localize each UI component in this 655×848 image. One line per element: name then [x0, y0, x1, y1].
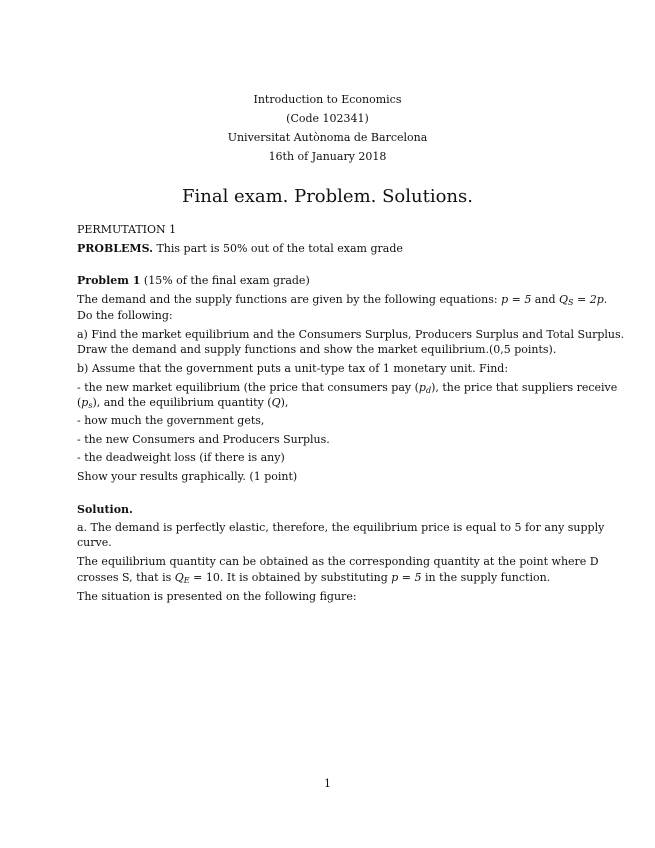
and-text: and [531, 293, 559, 306]
b3-text-b: ), and the equilibrium quantity ( [92, 396, 272, 409]
exam-date: 16th of January 2018 [268, 150, 387, 163]
b2-text-b: ), the price that suppliers receive [431, 381, 618, 394]
problems-text: This part is 50% out of the total exam grade [152, 242, 403, 255]
part-b-line1: b) Assume that the government puts a unit-type tax of 1 monetary unit. Find: [77, 362, 509, 375]
demand-equation: p = 5 [501, 293, 532, 306]
solution-line1: a. The demand is perfectly elastic, therefore, the equilibrium price is equal to 5 for any supply [77, 521, 605, 534]
problem1-weight: (15% of the final exam grade) [140, 274, 310, 287]
part-a-line1: a) Find the market equilibrium and the Consumers Surplus, Producers Surplus and Total Surplus. [77, 328, 625, 341]
period: . [603, 293, 608, 306]
qe-subscript: E [183, 576, 190, 585]
part-b-line7: Show your results graphically. (1 point) [77, 470, 298, 483]
part-a-line2: Draw the demand and supply functions and show the market equilibrium.(0,5 points). [77, 343, 557, 356]
solution-line2: curve. [77, 536, 112, 549]
part-b-line6: - the deadweight loss (if there is any) [77, 451, 285, 464]
qs-symbol: Q [559, 293, 569, 306]
b3-text-a: ( [77, 396, 82, 409]
s4-text-c: in the supply function. [421, 571, 551, 584]
s4-text-b: . It is obtained by substituting [219, 571, 392, 584]
qe-value: = 10 [189, 571, 220, 584]
part-b-line4: - how much the government gets, [77, 414, 265, 427]
intro-text: The demand and the supply functions are given by the following equations: [77, 293, 502, 306]
page-number: 1 [324, 777, 331, 790]
b3-text-c: ), [280, 396, 289, 409]
part-b-line5: - the new Consumers and Producers Surplus. [77, 433, 330, 446]
solution-line5: The situation is presented on the following figure: [77, 590, 357, 603]
qs-subscript: S [568, 298, 574, 307]
solution-line4 [77, 571, 579, 585]
part-b-line2 [77, 381, 618, 395]
course-name: Introduction to Economics [253, 93, 402, 106]
problem1-intro-line1 [77, 293, 608, 307]
ps-symbol: p [81, 396, 89, 409]
supply-equation [559, 293, 604, 306]
page-title: Final exam. Problem. Solutions. [182, 186, 473, 207]
part-b-line3 [77, 396, 579, 410]
permutation-label: PERMUTATION 1 [77, 223, 177, 236]
problem1-header [77, 274, 579, 287]
problem1-intro-line2: Do the following: [77, 309, 173, 322]
qs-rhs: = 2p [573, 293, 604, 306]
solution-line3: The equilibrium quantity can be obtained as the corresponding quantity at the point where D [77, 555, 599, 568]
qe-symbol: Q [174, 571, 184, 584]
problems-intro [77, 242, 579, 255]
q-symbol: Q [271, 396, 281, 409]
ps-subscript: s [88, 401, 93, 410]
problem1-label: Problem 1 [77, 274, 141, 287]
p-equation: p = 5 [391, 571, 422, 584]
b2-text-a: - the new market equilibrium (the price that consumers pay ( [77, 381, 419, 394]
problems-heading: PROBLEMS. [77, 242, 153, 255]
solution-heading: Solution. [77, 503, 133, 516]
university-name: Universitat Autònoma de Barcelona [227, 131, 428, 144]
pd-subscript: d [425, 386, 432, 395]
course-code: (Code 102341) [286, 112, 369, 125]
pd-symbol: p [418, 381, 426, 394]
s4-text-a: crosses S, that is [77, 571, 175, 584]
